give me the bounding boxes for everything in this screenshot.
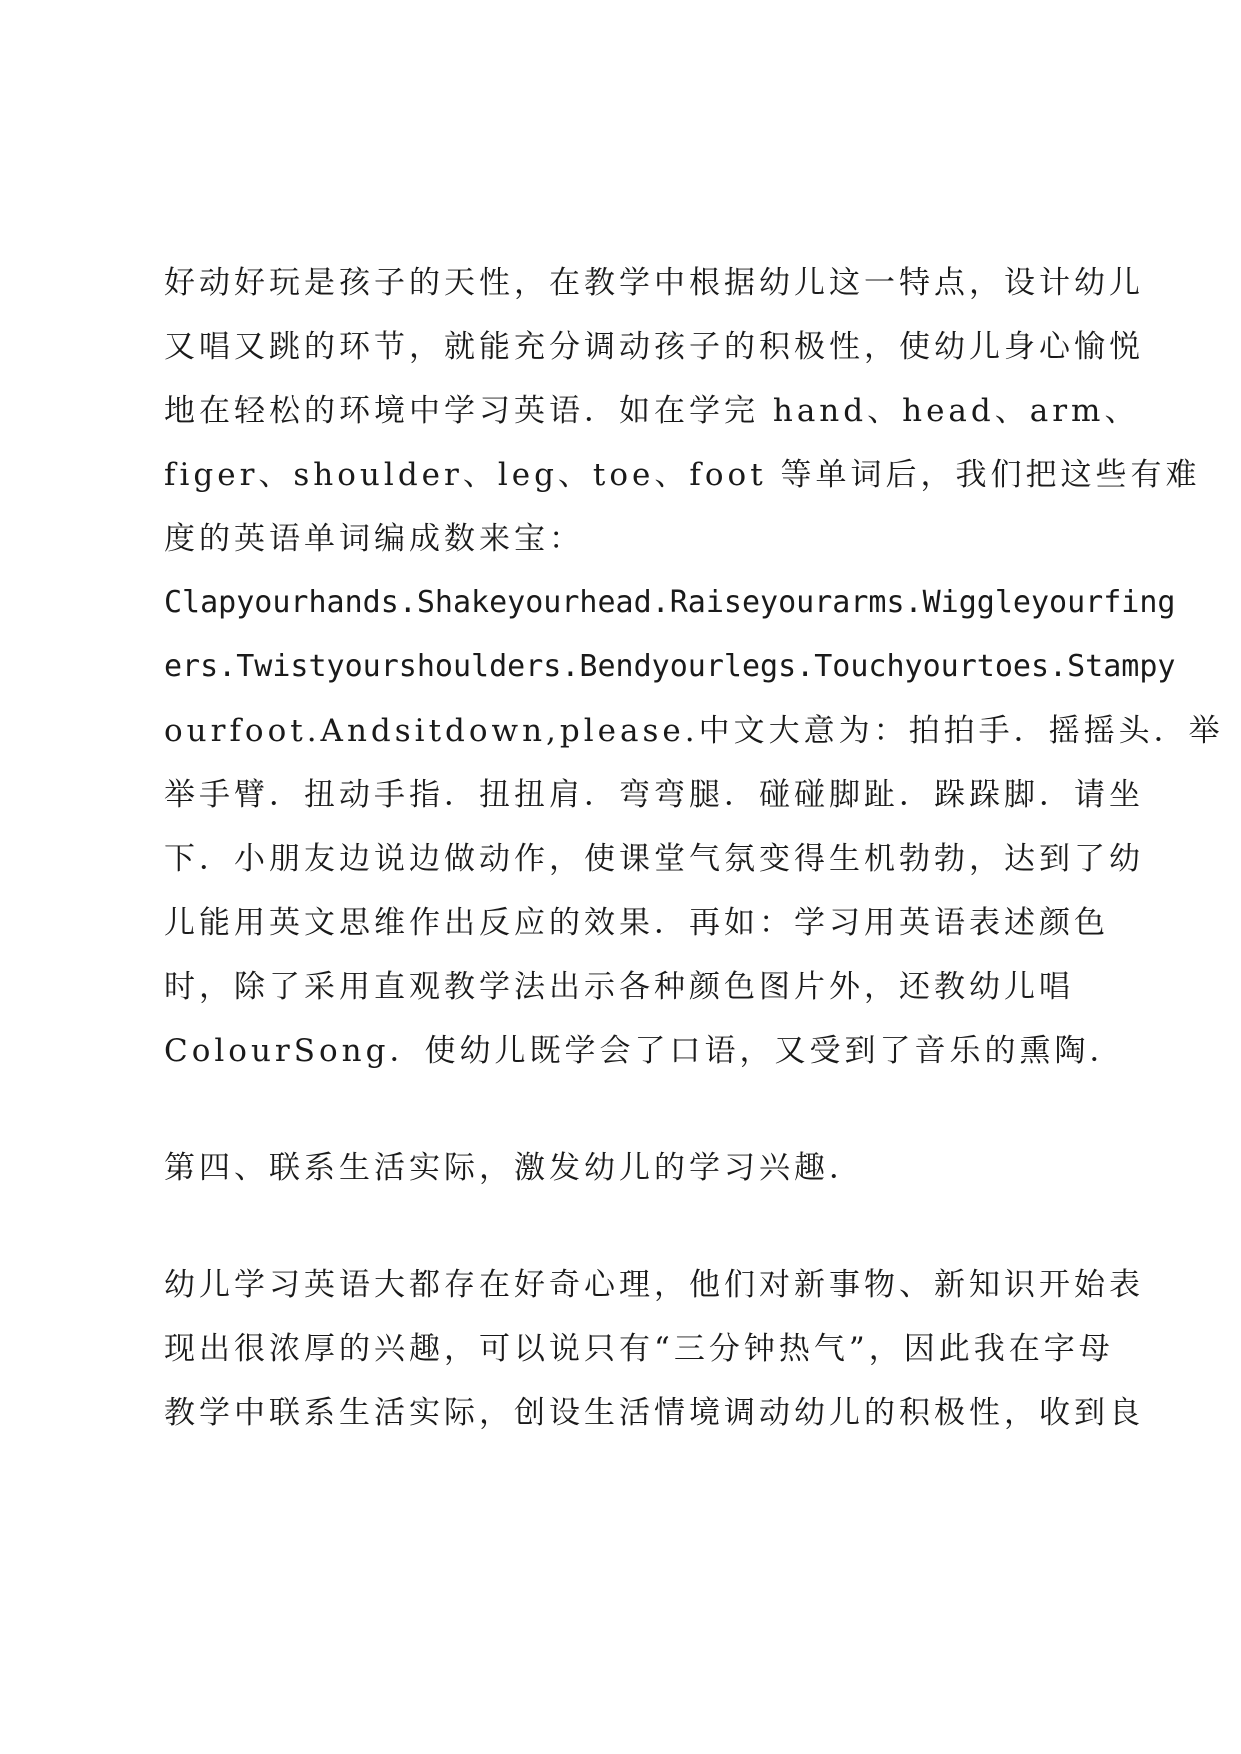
paragraph-1-line-5: 度的英语单词编成数来宝：: [164, 521, 584, 557]
paragraph-1-line-4: figer、shoulder、leg、toe、foot 等单词后，我们把这些有难: [164, 457, 1201, 493]
paragraph-1-line-2: 又唱又跳的环节，就能充分调动孩子的积极性，使幼儿身心愉悦: [164, 329, 1144, 365]
paragraph-1-line-13: ColourSong．使幼儿既学会了口语，又受到了音乐的熏陶．: [164, 1033, 1125, 1069]
paragraph-1-line-3: 地在轻松的环境中学习英语．如在学完 hand、head、arm、: [164, 393, 1140, 429]
paragraph-1-line-7: ers.Twistyourshoulders.Bendyourlegs.Touchyourtoes.Stampy: [164, 649, 1176, 684]
paragraph-2-line-2: 现出很浓厚的兴趣，可以说只有“三分钟热气”，因此我在字母: [164, 1331, 1114, 1367]
section-heading-4: 第四、联系生活实际，激发幼儿的学习兴趣．: [164, 1150, 864, 1186]
paragraph-1-line-8: ourfoot.Andsitdown,please.中文大意为：拍拍手．摇摇头．举: [164, 713, 1224, 749]
paragraph-2-line-1: 幼儿学习英语大都存在好奇心理，他们对新事物、新知识开始表: [164, 1267, 1144, 1303]
paragraph-1-line-9: 举手臂．扭动手指．扭扭肩．弯弯腿．碰碰脚趾．跺跺脚．请坐: [164, 777, 1144, 813]
paragraph-2-line-3: 教学中联系生活实际，创设生活情境调动幼儿的积极性，收到良: [164, 1395, 1144, 1431]
paragraph-1-line-10: 下．小朋友边说边做动作，使课堂气氛变得生机勃勃，达到了幼: [164, 841, 1144, 877]
paragraph-1-line-12: 时，除了采用直观教学法出示各种颜色图片外，还教幼儿唱: [164, 969, 1074, 1005]
paragraph-1-line-11: 儿能用英文思维作出反应的效果．再如：学习用英语表述颜色: [164, 905, 1109, 941]
paragraph-1-line-1: 好动好玩是孩子的天性，在教学中根据幼儿这一特点，设计幼儿: [164, 265, 1144, 301]
paragraph-1-line-6: Clapyourhands.Shakeyourhead.Raiseyourarms.Wiggleyourfing: [164, 585, 1176, 620]
